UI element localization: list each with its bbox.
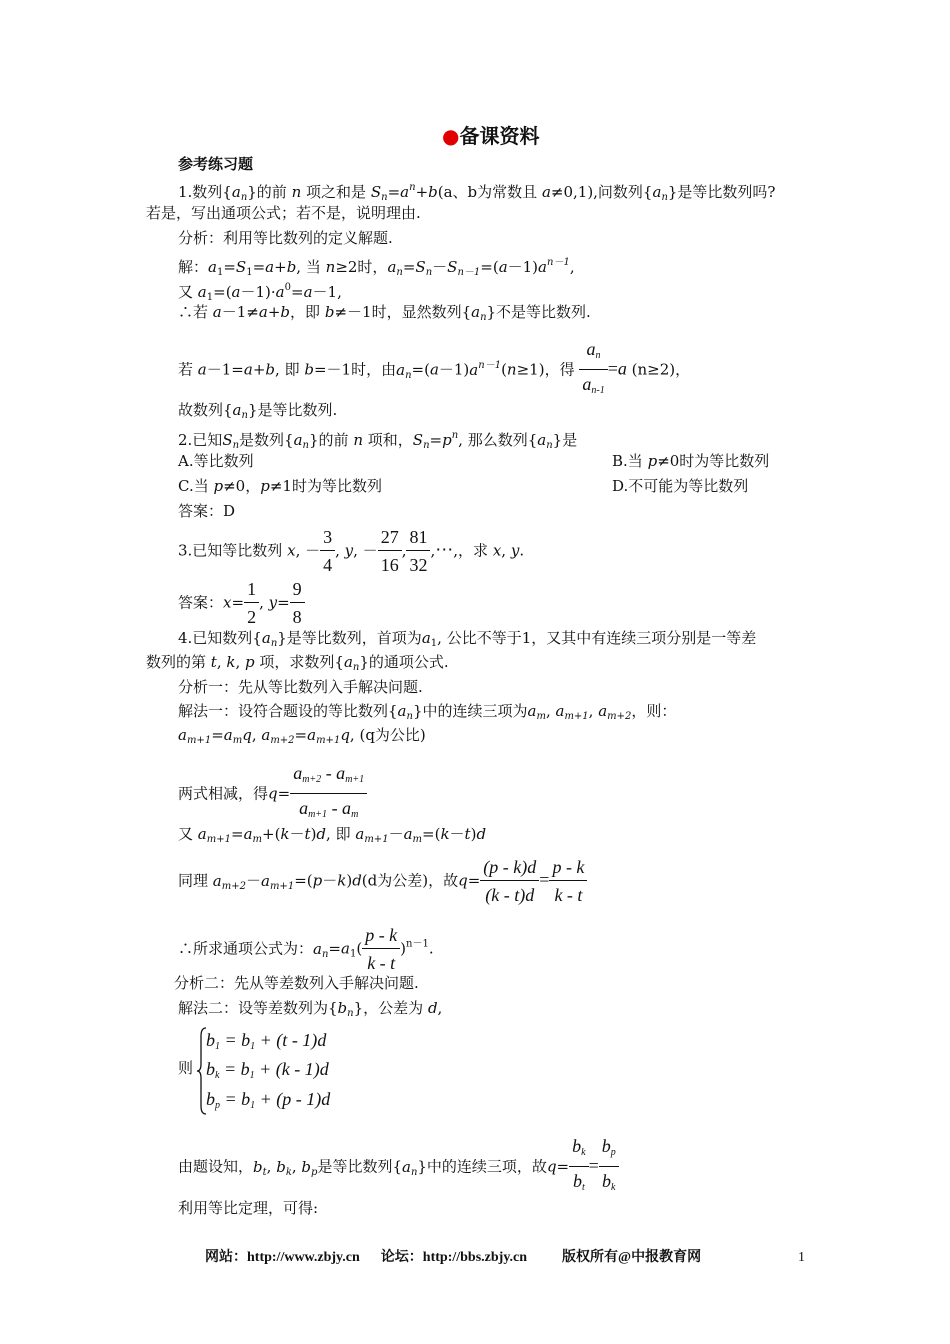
p4-same: 同理 $a_{m+2}-a_{m+1}=(p-k)d(d$为公差)，故q= $\frac{(p - k)d}{(k - t)d}$ = $\frac{p - k}{k - t}$	[178, 854, 587, 909]
p4-line2: 数列的第 t, k, p 项，求数列$\{a_n\}$的通项公式.	[146, 653, 449, 673]
p2-option-b: B.当 p≠0时为等比数列	[612, 452, 770, 470]
footer	[205, 1248, 701, 1268]
p4-subtract: 两式相减，得q= $\frac{a_{m+2} - a_{m+1}}{a_{m+1} - a_m}$	[178, 760, 367, 829]
system-eq-1: $b_1 = b_1 + (t - 1)d$	[206, 1030, 327, 1052]
section-title: 参考练习题	[178, 155, 254, 173]
copyright: 版权所有@中报教育网	[562, 1250, 702, 1265]
p2-option-a: A.等比数列	[178, 452, 254, 470]
forum-link[interactable]: http://bbs.zbjy.cn	[422, 1250, 528, 1265]
p3-question: 3.已知等比数列 x, － $\frac{3}{4}$ , y, － $\frac{27}{16}$ , $\frac{81}{32}$ ,⋯,，求 x, y.	[178, 524, 524, 579]
p4-line1: 4.已知数列$\{a_n\}$是等比数列，首项为$a_1$, 公比不等于1，又其中有连续三项分别是一等差	[178, 629, 757, 649]
site-link[interactable]: http://www.zbjy.cn	[247, 1250, 360, 1265]
system-eq-3: $b_p = b_1 + (p - 1)d$	[206, 1089, 331, 1111]
p1-solution-2: 又 $a_1=(a-1)\cdot a^0=a-1$,	[178, 282, 342, 303]
page-number: 1	[798, 1250, 805, 1265]
p3-answer: 答案：x= $\frac{1}{2}$ , y= $\frac{9}{8}$	[178, 576, 305, 631]
p1-analysis: 分析：利用等比数列的定义解题.	[178, 229, 393, 247]
p2-line1: 2.已知$S_n$是数列$\{a_n\}$的前 n 项和，$S_n=p^n$, 那么数列$\{a_n\}$是	[178, 430, 578, 451]
fraction-an-over-an-1: $\frac{a_n}{a_{n-1}}$	[579, 336, 607, 405]
p1-solution-3: ∴若 a－1≠a+b，即 b≠－1时，显然数列$\{a_n\}$不是等比数列.	[178, 303, 591, 323]
p2-answer: 答案：D	[178, 502, 236, 520]
p2-option-c: C.当 p≠0，p≠1时为等比数列	[178, 477, 382, 495]
p2-option-d: D.不可能为等比数列	[612, 477, 749, 495]
p4-given: 由题设知，$b_t$, $b_k$, $b_p$是等比数列$\{a_n\}$中的连续三项，故q= $\frac{b_k}{b_t}$ = $\frac{b_p}{b_k}$	[178, 1133, 619, 1202]
p4-theorem: 利用等比定理，可得:	[178, 1199, 319, 1217]
p1-conclusion: 故数列$\{a_n\}$是等比数列.	[178, 401, 338, 421]
forum-label: 论坛：	[380, 1250, 423, 1265]
p4-result: ∴所求通项公式为：$a_n=a_1$( $\frac{p - k}{k - t}$ )$^{n-1}$.	[178, 922, 434, 977]
bullet-icon: ●	[442, 124, 460, 148]
title-text: 备课资料	[459, 124, 540, 148]
system-eq-2: $b_k = b_1 + (k - 1)d$	[206, 1059, 329, 1081]
p1-solution-4: 若 a－1=a+b, 即 b=－1时，由$a_n=(a-1)a^{n-1}(n\ge 1)$，得 $\frac{a_n}{a_{n-1}}$ =a (n≥2)，	[178, 336, 690, 405]
p4-then-label: 则	[178, 1059, 194, 1077]
p4-analysis-2: 分析二：先从等差数列入手解决问题.	[174, 974, 419, 992]
p4-analysis-1: 分析一：先从等比数列入手解决问题.	[178, 678, 423, 696]
p1-line2: 若是，写出通项公式；若不是，说明理由.	[146, 204, 421, 222]
site-label: 网站：	[205, 1250, 247, 1265]
p4-equations-1: $a_{m+1}=a_mq$, $a_{m+2}=a_{m+1}q$, (q为公比)	[178, 726, 426, 746]
p4-also: 又 $a_{m+1}=a_m+(k-t)d$, 即 $a_{m+1}-a_m=(k-t)d$	[178, 825, 487, 845]
page-title	[442, 126, 539, 146]
p4-method-1: 解法一：设符合题设的等比数列$\{a_n\}$中的连续三项为$a_m$, $a_{m+1}$, $a_{m+2}$，则：	[178, 702, 677, 722]
p4-method-2: 解法二：设等差数列为$\{b_n\}$，公差为 d,	[178, 999, 443, 1019]
p1-line1: 1.数列$\{a_n\}$的前 n 项之和是 $S_n=a^n+b(a$、b为常数且 a≠0,1),问数列$\{a_n\}$是等比数列吗?	[178, 182, 776, 203]
p1-solution-1: 解：$a_1=S_1=a+b$, 当 n≥2时，$a_n=S_n-S_{n-1}=(a-1)a^{n-1}$,	[178, 257, 575, 278]
